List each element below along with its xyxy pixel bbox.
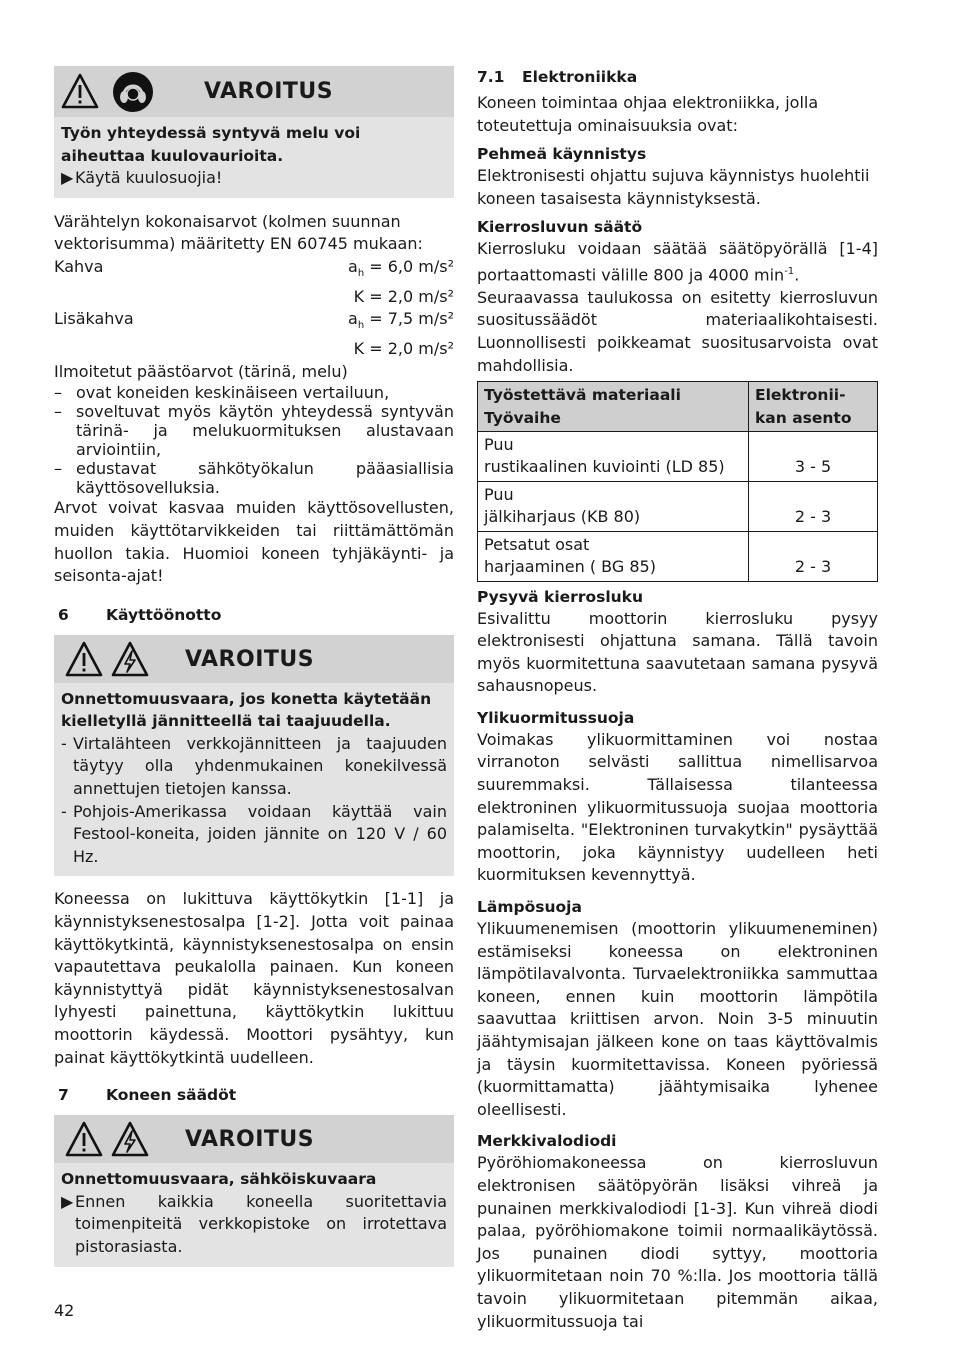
column-header: Elektronii- kan asento [749,382,878,432]
warning-triangle-icon [60,72,100,114]
subheading: Pysyvä kierrosluku [477,587,644,606]
warning-header [54,66,454,117]
list-item: – ovat koneiden keskinäiseen vertailuun, [54,383,390,403]
left-column [54,66,454,1267]
warning-title: VAROITUS [185,1127,315,1153]
arrow-icon: ▶ [61,168,74,188]
switch-description: Koneessa on lukittuva käyttökytkin [1-1] ja käynnistyksenestosalpa [1-2]. Jotta voit painaa käyttökytkintä, käynnistyksenestosalpa on ensin vapautettava peukalolla painaen. Kun koneen käynnistyttyä pidät käynnistyksenestosalvan lyhyesti painettuna, käyttökytkin lukittuu moottorin käydessä. Moottori pysähtyy, kun painat käyttökytkintä uudelleen. [54,889,454,1067]
warning-title: VAROITUS [204,79,334,104]
shock-warning-box [54,1115,454,1266]
subheading: Pehmeä käynnistys [477,145,647,164]
subheading: Ylikuormitussuoja [477,708,635,727]
arrow-icon: ▶ [61,1191,74,1211]
warning-heading: Onnettomuusvaara, jos konetta käytetään kielletyllä jännitteellä tai taajuudella. [61,689,432,731]
hearing-protection-icon [112,71,154,117]
warning-triangle-icon [64,1120,104,1162]
soft-start-text: Elektronisesti ohjattu sujuva käynnistys huolehtii koneen tasaisesta käynnistyksestä. [477,166,870,208]
electric-shock-icon [110,1120,150,1162]
warning-header [54,1115,454,1163]
warning-heading: Työn yhteydessä syntyvä melu voi aiheuttaa kuulovaurioita. [61,124,361,165]
speed-control-text-2: Seuraavassa taulukossa on esitetty kierrosluvun suositussäädöt materiaalikohtaisesti. Luonnollisesti poikkeamat suositusarvoista ovat mahdollisia. [477,287,878,375]
table-row: Puu rustikaalinen kuviointi (LD 85) 3 - 5 [478,432,878,482]
vibration-row: Kahva $a_h = 6,0$ m/s² K = 2,0 m/s² [54,256,454,306]
warning-header [54,635,454,683]
section-heading: 7.1 Elektroniikka [477,68,638,86]
warning-title: VAROITUS [185,646,315,672]
declared-values: Ilmoitetut päästöarvot (tärinä, melu) [54,361,348,381]
table-row: Puu jälkiharjaus (KB 80) 2 - 3 [478,481,878,531]
subheading: Merkkivalodiodi [477,1132,617,1151]
led-text: Pyöröhiomakoneessa on kierrosluvun elektronisen säätöpyörän lisäksi vihreä ja punainen merkkivalodiodi [1-3]. Kun vihreä diodi palaa, pyöröhiomakone toimii normaalikäytössä. Jos punainen diodi syttyy, moottoria ylikuormitetaan noin 70 %:lla. Jos moottoria tällä tavoin ylikuormitetaan pitemmän aikaa, ylikuormitussuoja tai [477,1153,878,1331]
list-item: – soveltuvat myös käytön yhteydessä syntyvän tärinä- ja melukuormituksen alustavaan arviointiin, [54,402,454,460]
warning-triangle-icon [64,640,104,682]
warning-item: - Pohjois-Amerikassa voidaan käyttää vain Festool-koneita, joiden jännite on 120 V / 60 Hz. [61,801,447,866]
constant-speed-text: Esivalittu moottorin kierrosluku pysyy elektronisesti ohjattuna samana. Tällä tavoin myös kuormitettuna saavutetaan samana pysyvä sahausnopeus. [477,608,878,696]
speed-table [477,381,878,581]
right-column [477,66,878,1333]
warning-bullet: ▶ Ennen kaikkia koneella suoritettavia toimenpiteitä verkkopistoke on irrotettava pistorasiasta. [61,1191,447,1259]
subheading: Lämpösuoja [477,898,582,917]
warning-bullet: ▶ Käytä kuulosuojia! [61,167,447,190]
vibration-intro: Värähtelyn kokonaisarvot (kolmen suunnan vektorisumma) määritetty EN 60745 mukaan: [54,211,423,254]
vibration-closing: Arvot voivat kasvaa muiden käyttösovellusten, muiden käyttötarvikkeiden tai riittämättömän huollon takia. Huomioi koneen tyhjäkäynti- ja seisonta-ajat! [54,498,454,586]
electronics-intro: Koneen toimintaa ohjaa elektroniikka, jolla toteutettuja ominaisuuksia ovat: [477,93,819,135]
warning-item: - Virtalähteen verkkojännitteen ja taajuuden täytyy olla yhdenmukainen konekilvessä annettujen tietojen kanssa. [61,733,447,799]
vibration-section [54,211,454,588]
overload-text: Voimakas ylikuormittaminen voi nostaa virranoton selvästi sallittua nimellisarvoa suuremmaksi. Tällaisessa tilanteessa elektroninen ylikuormitussuoja suojaa moottoria palamiselta. "Elektroninen turvakytkin" pysäyttää moottorin, joka käynnistyy uudelleen heti kuormituksen kevennyttyä. [477,729,878,885]
voltage-warning-box [54,635,454,877]
subheading: Kierrosluvun säätö [477,218,643,237]
table-row: Petsatut osat harjaaminen ( BG 85) 2 - 3 [478,531,878,581]
section-heading: 6 Käyttöönotto [58,605,222,624]
warning-heading: Onnettomuusvaara, sähköiskuvaara [61,1170,377,1189]
column-header: Työstettävä materiaali Työvaihe [478,382,749,432]
thermal-text: Ylikuumenemisen (moottorin ylikuumeneminen) estämiseksi koneessa on elektroninen lämpötilavalvonta. Turvaelektroniikka sammuttaa koneen, ennen kuin moottorin lämpötila saavuttaa kriittisen arvon. Noin 3-5 minuutin jäähtymisajan jälkeen kone on taas käyttövalmis ja täysin kuormitettavissa. Koneen pyöriessä (kuormittamatta) jäähtymisaika lyhenee oleellisesti. [477,919,878,1119]
vibration-row: Lisäkahva $a_h = 7,5$ m/s² K = 2,0 m/s² [54,309,454,359]
electric-shock-icon [110,640,150,682]
list-item: – edustavat sähkötyökalun pääasiallisia käyttösovelluksia. [54,459,454,498]
section-heading: 7 Koneen säädöt [58,1086,237,1105]
noise-warning-box [54,66,454,198]
speed-control-text: Kierrosluku voidaan säätää säätöpyörällä [1-4] portaattomasti välille 800 ja 4000 $\min^{-1}$. [477,239,878,285]
table-header-row [478,382,878,432]
page-number: 42 [54,1301,75,1320]
